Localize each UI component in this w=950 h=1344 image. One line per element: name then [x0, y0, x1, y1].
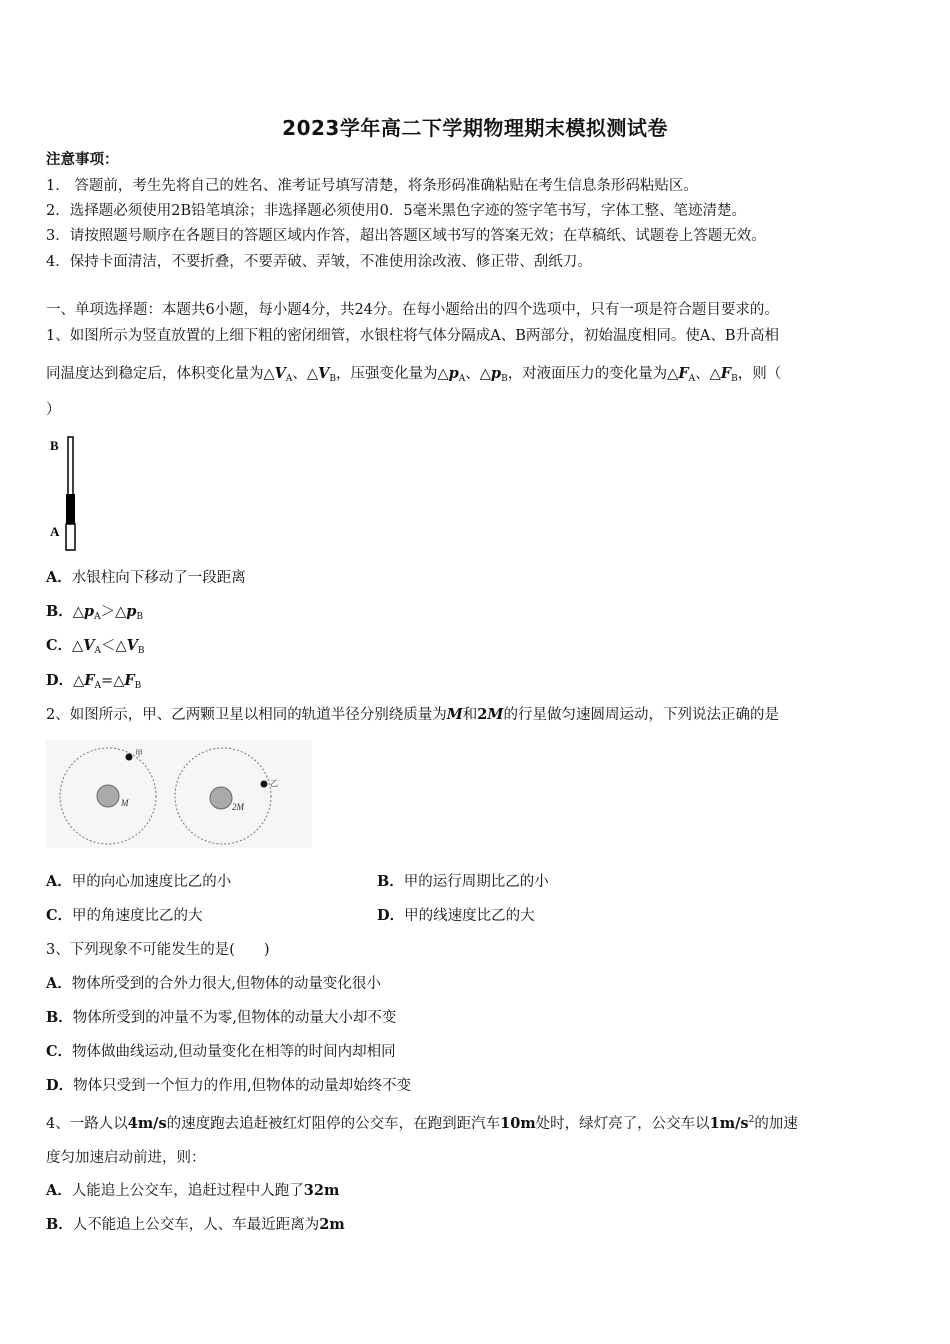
q1-option-c: C．$\triangle V_A<\triangle V_B$: [46, 637, 145, 656]
tube-figure: [44, 432, 84, 554]
planet-m: [97, 785, 119, 807]
q4-option-a: A．人能追上公交车，追赶过程中人跑了32m: [46, 1182, 340, 1199]
orbit-figure: [46, 740, 312, 848]
q1-stem-line-1: 1、如图所示为竖直放置的上细下粗的密闭细管，水银柱将气体分隔成A、B两部分，初始温度相同。使A、B升高相: [46, 328, 779, 344]
mercury-column: [66, 494, 75, 526]
label-2m: 2M: [232, 802, 244, 812]
q1-option-b: B．$\triangle p_A>\triangle p_B$: [46, 603, 143, 622]
q2-option-a: A．甲的向心加速度比乙的小: [46, 873, 232, 890]
q2-option-c: C．甲的角速度比乙的大: [46, 907, 203, 924]
fig-label-a: A: [50, 524, 60, 539]
figure-background: [46, 740, 312, 848]
page-title: 2023学年高二下学期物理期末模拟测试卷: [282, 116, 668, 140]
notice-item-4: 4．保持卡面清洁，不要折叠，不要弄破、弄皱，不准使用涂改液、修正带、刮纸刀。: [46, 254, 592, 270]
notice-item-3: 3．请按照题号顺序在各题目的答题区域内作答，超出答题区域书写的答案无效；在草稿纸、试题卷上答题无效。: [46, 228, 766, 244]
label-yi: 乙: [270, 779, 278, 788]
q3-stem: 3、下列现象不可能发生的是( ): [46, 942, 270, 958]
satellite-yi: [261, 781, 268, 788]
label-m: M: [121, 798, 129, 808]
thick-tube-section: [66, 524, 75, 550]
q2-option-d: D．甲的线速度比乙的大: [377, 907, 535, 924]
q1-stem-line-2: 同温度达到稳定后，体积变化量为$\triangle V_A$、$\triangle V_B$，压强变化量为$\triangle p_A$、$\triangle p_B$，对液面压力的变化量为$\triangle F_A$、$\triangle F_B$，则（: [46, 365, 782, 384]
fig-label-b: B: [50, 438, 59, 453]
q3-option-b: B．物体所受到的冲量不为零,但物体的动量大小却不变: [46, 1009, 397, 1026]
q3-option-d: D．物体只受到一个恒力的作用,但物体的动量却始终不变: [46, 1077, 412, 1094]
q2-option-b: B．甲的运行周期比乙的小: [377, 873, 549, 890]
q3-option-a: A．物体所受到的合外力很大,但物体的动量变化很小: [46, 975, 381, 992]
thin-tube-section: [68, 437, 73, 499]
q1-stem-line-3: ）: [46, 402, 61, 418]
planet-2m: [210, 787, 232, 809]
q1-option-a: A．水银柱向下移动了一段距离: [46, 569, 246, 586]
label-jia: 甲: [135, 749, 143, 758]
section-1-heading: 一、单项选择题：本题共6小题，每小题4分，共24分。在每小题给出的四个选项中，只有一项是符合题目要求的。: [46, 302, 779, 318]
q4-option-b: B．人不能追上公交车，人、车最近距离为2m: [46, 1216, 345, 1233]
notice-item-2: 2．选择题必须使用2B铅笔填涂；非选择题必须使用0．5毫米黑色字迹的签字笔书写，字体工整、笔迹清楚。: [46, 203, 747, 219]
notice-heading: 注意事项：: [46, 151, 119, 168]
q4-stem-line-1: 4、一路人以4m/s的速度跑去追赶被红灯阻停的公交车，在跑到距汽车10m处时，绿灯亮了，公交车以$1m/s^2$的加速: [46, 1115, 798, 1132]
notice-item-1: 1． 答题前，考生先将自己的姓名、准考证号填写清楚，将条形码准确粘贴在考生信息条形码粘贴区。: [46, 178, 698, 194]
q2-stem: 2、如图所示，甲、乙两颗卫星以相同的轨道半径分别绕质量为M和2M的行星做匀速圆周运动，下列说法正确的是: [46, 706, 779, 723]
q3-option-c: C．物体做曲线运动,但动量变化在相等的时间内却相同: [46, 1043, 396, 1060]
q1-option-d: D．$\triangle F_A=\triangle F_B$: [46, 672, 142, 691]
q4-stem-line-2: 度匀加速启动前进，则：: [46, 1150, 206, 1166]
satellite-jia: [126, 754, 133, 761]
